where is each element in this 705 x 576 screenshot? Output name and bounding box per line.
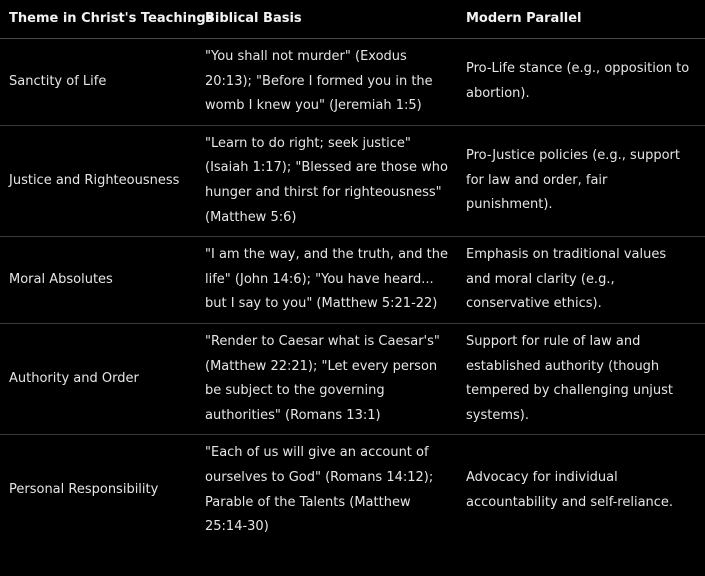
- theme-cell: Moral Absolutes: [0, 237, 196, 324]
- theme-cell: Authority and Order: [0, 323, 196, 434]
- header-modern-parallel: Modern Parallel: [457, 0, 705, 39]
- biblical-basis-cell: "Render to Caesar what is Caesar's" (Matthew 22:21); "Let every person be subject to the governing authorities" (Romans 13:1): [196, 323, 457, 434]
- table-row: [0, 435, 705, 546]
- modern-parallel-cell: Pro-Life stance (e.g., opposition to abortion).: [457, 39, 705, 126]
- table-header-row: [0, 0, 705, 39]
- table-row: [0, 237, 705, 324]
- biblical-basis-cell: "Learn to do right; seek justice" (Isaiah 1:17); "Blessed are those who hunger and thirst for righteousness" (Matthew 5:6): [196, 125, 457, 236]
- header-biblical-basis: Biblical Basis: [196, 0, 457, 39]
- header-theme: Theme in Christ's Teachings: [0, 0, 196, 39]
- table-row: [0, 323, 705, 434]
- table-row: [0, 39, 705, 126]
- theme-cell: Justice and Righteousness: [0, 125, 196, 236]
- biblical-basis-cell: "You shall not murder" (Exodus 20:13); "Before I formed you in the womb I knew you" (Jeremiah 1:5): [196, 39, 457, 126]
- modern-parallel-cell: Support for rule of law and established authority (though tempered by challenging unjust systems).: [457, 323, 705, 434]
- theme-cell: Sanctity of Life: [0, 39, 196, 126]
- modern-parallel-cell: Emphasis on traditional values and moral clarity (e.g., conservative ethics).: [457, 237, 705, 324]
- modern-parallel-cell: Advocacy for individual accountability and self-reliance.: [466, 469, 674, 510]
- biblical-basis-cell: "I am the way, and the truth, and the life" (John 14:6); "You have heard... but I say to you" (Matthew 5:21-22): [196, 237, 457, 324]
- modern-parallel-cell: Pro-Justice policies (e.g., support for law and order, fair punishment).: [457, 125, 705, 236]
- theme-cell: Personal Responsibility: [9, 482, 159, 498]
- biblical-basis-cell: "Each of us will give an account of ourselves to God" (Romans 14:12); Parable of the Talents (Matthew 25:14-30): [205, 445, 434, 535]
- table-row: [0, 125, 705, 236]
